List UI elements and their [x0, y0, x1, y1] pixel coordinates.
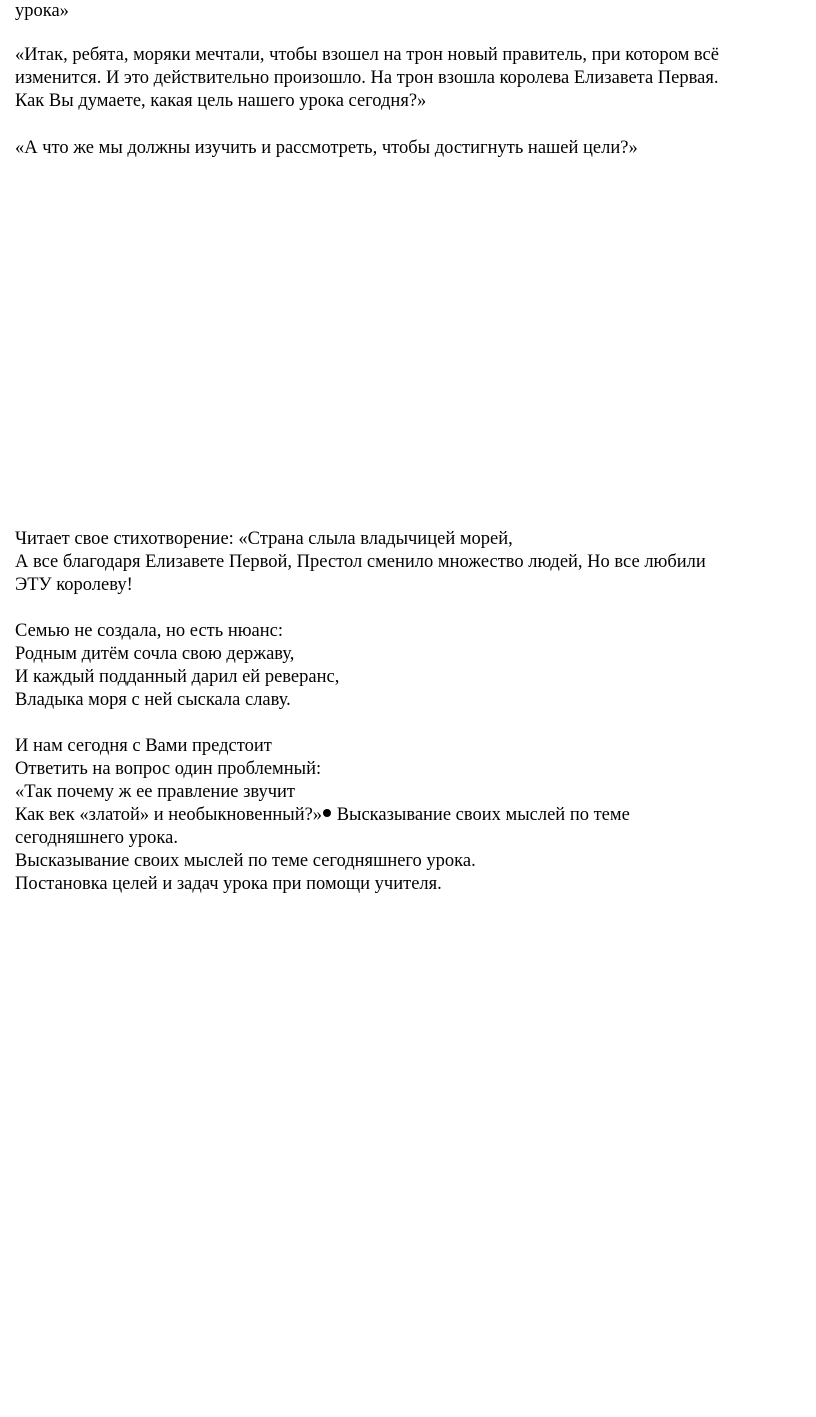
text-line: «А что же мы должны изучить и рассмотреть, чтобы достигнуть нашей цели?»: [15, 138, 638, 158]
text-line: «Так почему ж ее правление звучит: [15, 782, 296, 802]
text-segment: Как век «златой» и необыкновенный?»: [15, 805, 323, 825]
text-line: ЭТУ королеву!: [15, 575, 133, 595]
text-line: И каждый подданный дарил ей реверанс,: [15, 667, 340, 687]
bullet-icon: [323, 809, 331, 817]
text-line: «Итак, ребята, моряки мечтали, чтобы взошел на трон новый правитель, при котором всё: [15, 45, 719, 65]
text-line: Семью не создала, но есть нюанс:: [15, 621, 284, 641]
text-line-with-bullet: [15, 804, 630, 827]
text-line: урока»: [15, 1, 69, 21]
text-line: сегодняшнего урока.: [15, 828, 178, 848]
text-segment: Высказывание своих мыслей по теме: [332, 805, 630, 825]
text-line: И нам сегодня с Вами предстоит: [15, 736, 272, 756]
text-line: А все благодаря Елизавете Первой, Престол сменило множество людей, Но все любили: [15, 552, 706, 572]
text-line: Родным дитём сочла свою державу,: [15, 644, 295, 664]
text-line: Читает свое стихотворение: «Страна слыла владычицей морей,: [15, 529, 513, 549]
text-line: изменится. И это действительно произошло. На трон взошла королева Елизавета Первая.: [15, 68, 719, 88]
text-line: Постановка целей и задач урока при помощи учителя.: [15, 874, 442, 894]
text-line: Владыка моря с ней сыскала славу.: [15, 690, 291, 710]
text-line: Ответить на вопрос один проблемный:: [15, 759, 322, 779]
text-line: Высказывание своих мыслей по теме сегодняшнего урока.: [15, 851, 476, 871]
text-line: Как Вы думаете, какая цель нашего урока сегодня?»: [15, 91, 427, 111]
